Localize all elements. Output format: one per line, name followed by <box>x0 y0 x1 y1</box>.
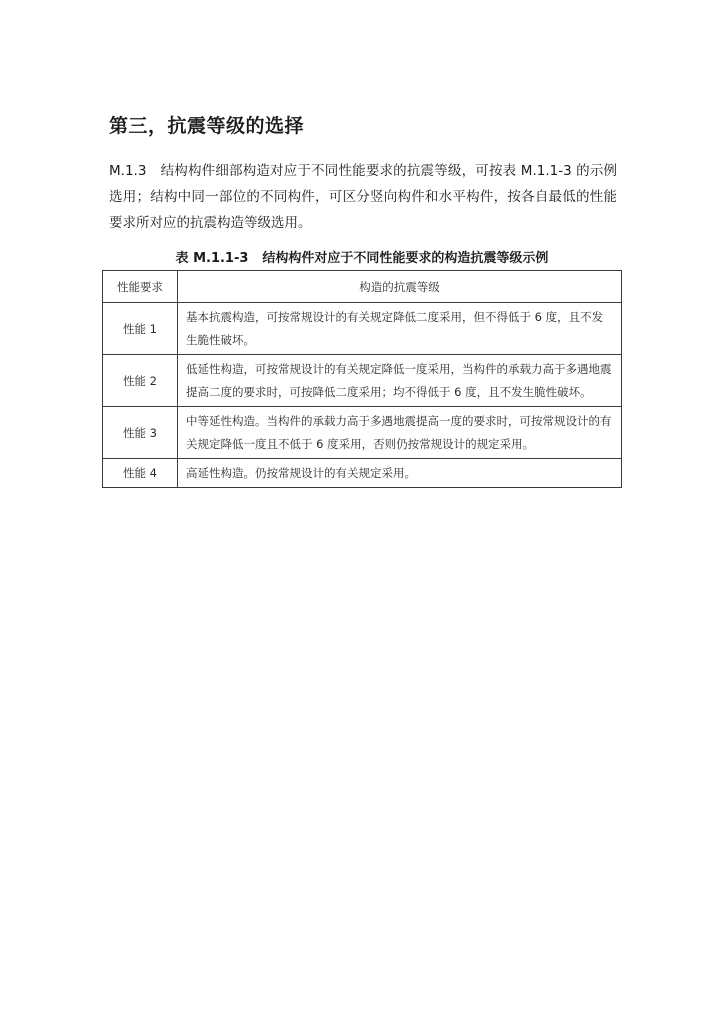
table-row <box>103 459 622 488</box>
seismic-grade-table <box>102 270 622 488</box>
row-level: 性能 3 <box>103 407 178 459</box>
table-row <box>103 303 622 355</box>
table-header-row <box>103 271 622 303</box>
row-description: 高延性构造。仍按常规设计的有关规定采用。 <box>178 459 622 488</box>
clause-number: M.1.3 <box>109 163 147 179</box>
table-caption-title: 结构构件对应于不同性能要求的构造抗震等级示例 <box>262 251 549 266</box>
row-level: 性能 1 <box>103 303 178 355</box>
table-row <box>103 355 622 407</box>
row-description: 基本抗震构造，可按常规设计的有关规定降低二度采用，但不得低于 6 度，且不发生脆性破坏。 <box>178 303 622 355</box>
header-seismic-grade: 构造的抗震等级 <box>178 271 622 303</box>
clause-paragraph <box>109 158 617 236</box>
table-row <box>103 407 622 459</box>
section-heading: 第三，抗震等级的选择 <box>109 115 305 137</box>
row-description: 低延性构造，可按常规设计的有关规定降低一度采用，当构件的承载力高于多遇地震提高二度的要求时，可按降低二度采用；均不得低于 6 度，且不发生脆性破坏。 <box>178 355 622 407</box>
table-caption-number: 表 M.1.1-3 <box>175 251 249 266</box>
row-level: 性能 2 <box>103 355 178 407</box>
row-level: 性能 4 <box>103 459 178 488</box>
row-description: 中等延性构造。当构件的承载力高于多遇地震提高一度的要求时，可按常规设计的有关规定降低一度且不低于 6 度采用，否则仍按常规设计的规定采用。 <box>178 407 622 459</box>
table-caption <box>0 247 724 266</box>
clause-text: 结构构件细部构造对应于不同性能要求的抗震等级，可按表 M.1.1-3 的示例选用；结构中同一部位的不同构件，可区分竖向构件和水平构件，按各自最低的性能要求所对应的抗震构造等级选用。 <box>109 163 617 231</box>
header-performance: 性能要求 <box>103 271 178 303</box>
